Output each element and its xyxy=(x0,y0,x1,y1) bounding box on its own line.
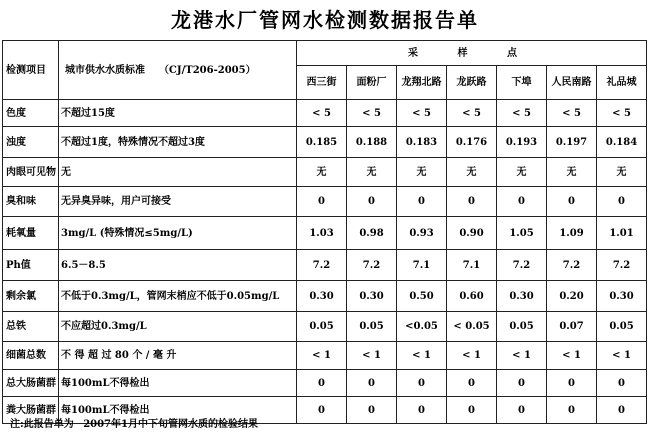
measurement-cell: < 1 xyxy=(547,342,597,370)
item-name: 总大肠菌群 xyxy=(3,370,59,397)
measurement-cell: < 5 xyxy=(447,100,497,127)
measurement-cell: 1.09 xyxy=(547,217,597,250)
measurement-cell: 0.30 xyxy=(347,281,397,312)
table-row xyxy=(3,370,647,397)
measurement-cell: < 5 xyxy=(497,100,547,127)
measurement-cell: 7.2 xyxy=(297,250,347,281)
measurement-cell: 0.30 xyxy=(497,281,547,312)
site-header: 下埠 xyxy=(497,66,547,100)
table-row xyxy=(3,187,647,217)
measurement-cell: 0 xyxy=(597,370,647,397)
site-header: 面粉厂 xyxy=(347,66,397,100)
report-table xyxy=(2,40,647,424)
measurement-cell: 0 xyxy=(397,370,447,397)
measurement-cell: 0 xyxy=(547,370,597,397)
site-header: 龙翔北路 xyxy=(397,66,447,100)
measurement-cell: 无 xyxy=(347,158,397,187)
measurement-cell: 0 xyxy=(297,187,347,217)
measurement-cell: 无 xyxy=(497,158,547,187)
measurement-cell: 0 xyxy=(447,187,497,217)
item-name: Ph值 xyxy=(3,250,59,281)
standard-value: 6.5－8.5 xyxy=(59,250,297,281)
table-row xyxy=(3,281,647,312)
measurement-cell: 0.05 xyxy=(497,312,547,342)
standard-value: 每100mL不得检出 xyxy=(59,370,297,397)
item-name: 剩余氯 xyxy=(3,281,59,312)
item-name: 臭和味 xyxy=(3,187,59,217)
measurement-cell: 0 xyxy=(597,187,647,217)
standard-value: 不应超过0.3mg/L xyxy=(59,312,297,342)
measurement-cell: 1.01 xyxy=(597,217,647,250)
measurement-cell: 0.90 xyxy=(447,217,497,250)
measurement-cell: 0 xyxy=(497,370,547,397)
item-name: 粪大肠菌群 xyxy=(3,397,59,424)
item-name: 细菌总数 xyxy=(3,342,59,370)
measurement-cell: 0 xyxy=(297,397,347,424)
footnote-prefix: 注:此报告单为 xyxy=(10,419,74,430)
table-row xyxy=(3,100,647,127)
table-row xyxy=(3,250,647,281)
measurement-cell: 0.188 xyxy=(347,127,397,158)
measurement-cell: 0.197 xyxy=(547,127,597,158)
measurement-cell: 0.185 xyxy=(297,127,347,158)
measurement-cell: < 5 xyxy=(547,100,597,127)
measurement-cell: 0 xyxy=(547,187,597,217)
header-standard-code: （CJ/T206-2005） xyxy=(158,64,256,76)
header-standard xyxy=(59,41,297,100)
measurement-cell: < 1 xyxy=(497,342,547,370)
measurement-cell: 0.93 xyxy=(397,217,447,250)
measurement-cell: 0.30 xyxy=(297,281,347,312)
measurement-cell: < 5 xyxy=(297,100,347,127)
standard-value: 不超过1度，特殊情况不超过3度 xyxy=(59,127,297,158)
measurement-cell: 0 xyxy=(297,370,347,397)
measurement-cell: 0.184 xyxy=(597,127,647,158)
measurement-cell: 0 xyxy=(597,397,647,424)
measurement-cell: 0.60 xyxy=(447,281,497,312)
footnote xyxy=(10,415,264,430)
item-name: 总铁 xyxy=(3,312,59,342)
measurement-cell: 0 xyxy=(447,370,497,397)
measurement-cell: 无 xyxy=(547,158,597,187)
measurement-cell: <0.05 xyxy=(397,312,447,342)
report-title: 龙港水厂管网水检测数据报告单 xyxy=(171,8,479,32)
standard-value: 不超过15度 xyxy=(59,100,297,127)
item-name: 肉眼可见物 xyxy=(3,158,59,187)
item-name: 耗氧量 xyxy=(3,217,59,250)
site-header: 礼品城 xyxy=(597,66,647,100)
table-row xyxy=(3,342,647,370)
measurement-cell: 0 xyxy=(347,187,397,217)
measurement-cell: 0.05 xyxy=(297,312,347,342)
site-header: 西三街 xyxy=(297,66,347,100)
measurement-cell: < 1 xyxy=(597,342,647,370)
measurement-cell: 7.1 xyxy=(397,250,447,281)
measurement-cell: 0 xyxy=(347,397,397,424)
site-header: 人民南路 xyxy=(547,66,597,100)
measurement-cell: 0 xyxy=(497,187,547,217)
table-row xyxy=(3,217,647,250)
table-row xyxy=(3,127,647,158)
measurement-cell: 0.05 xyxy=(347,312,397,342)
measurement-cell: 0 xyxy=(397,397,447,424)
standard-value: 不低于0.3mg/L，管网末梢应不低于0.05mg/L xyxy=(59,281,297,312)
measurement-cell: 0 xyxy=(447,397,497,424)
measurement-cell: 0 xyxy=(347,370,397,397)
measurement-cell: < 5 xyxy=(397,100,447,127)
item-name: 浊度 xyxy=(3,127,59,158)
measurement-cell: 无 xyxy=(297,158,347,187)
footnote-text: 2007年1月中下旬管网水质的检验结果 xyxy=(83,419,258,430)
measurement-cell: 7.2 xyxy=(597,250,647,281)
measurement-cell: 1.03 xyxy=(297,217,347,250)
measurement-cell: < 5 xyxy=(597,100,647,127)
measurement-cell: 0.50 xyxy=(397,281,447,312)
standard-value: 无异臭异味，用户可接受 xyxy=(59,187,297,217)
measurement-cell: 0.30 xyxy=(597,281,647,312)
measurement-cell: 7.1 xyxy=(447,250,497,281)
standard-value: 无 xyxy=(59,158,297,187)
measurement-cell: 0.20 xyxy=(547,281,597,312)
measurement-cell: 0.176 xyxy=(447,127,497,158)
measurement-cell: 7.2 xyxy=(547,250,597,281)
table-row xyxy=(3,158,647,187)
table-row xyxy=(3,312,647,342)
standard-value: 不 得 超 过 80 个 / 毫 升 xyxy=(59,342,297,370)
measurement-cell: 7.2 xyxy=(497,250,547,281)
measurement-cell: 1.05 xyxy=(497,217,547,250)
measurement-cell: 0.98 xyxy=(347,217,397,250)
site-header: 龙跃路 xyxy=(447,66,497,100)
header-sampling-label: 采 样 点 xyxy=(297,41,647,66)
measurement-cell: < 5 xyxy=(347,100,397,127)
measurement-cell: 0.183 xyxy=(397,127,447,158)
header-item-label: 检测项目 xyxy=(3,41,59,100)
measurement-cell: 0 xyxy=(547,397,597,424)
header-standard-label: 城市供水水质标准 xyxy=(65,64,145,76)
item-name: 色度 xyxy=(3,100,59,127)
measurement-cell: 无 xyxy=(447,158,497,187)
measurement-cell: 0.07 xyxy=(547,312,597,342)
measurement-cell: < 1 xyxy=(397,342,447,370)
standard-value: 3mg/L (特殊情况≤5mg/L) xyxy=(59,217,297,250)
standard-value: 每100mL不得检出 xyxy=(59,397,297,424)
measurement-cell: 0.193 xyxy=(497,127,547,158)
measurement-cell: 无 xyxy=(597,158,647,187)
measurement-cell: 7.2 xyxy=(347,250,397,281)
measurement-cell: < 1 xyxy=(447,342,497,370)
measurement-cell: < 0.05 xyxy=(447,312,497,342)
measurement-cell: < 1 xyxy=(347,342,397,370)
measurement-cell: < 1 xyxy=(297,342,347,370)
measurement-cell: 无 xyxy=(397,158,447,187)
measurement-cell: 0 xyxy=(497,397,547,424)
measurement-cell: 0 xyxy=(397,187,447,217)
measurement-cell: 0.05 xyxy=(597,312,647,342)
